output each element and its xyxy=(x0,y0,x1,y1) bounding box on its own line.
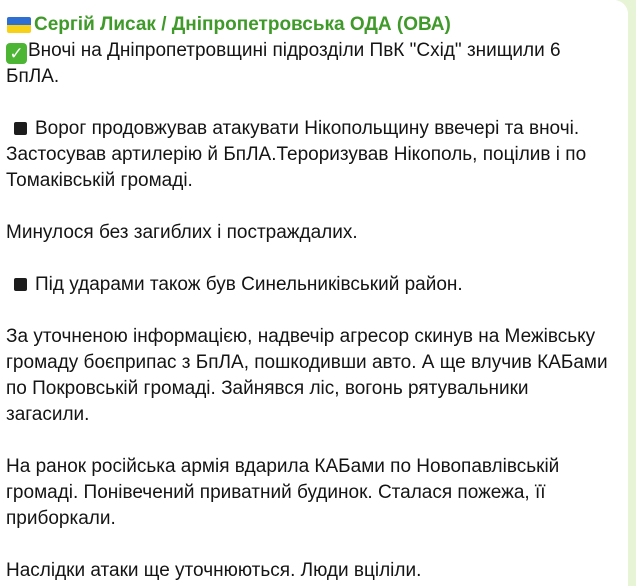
message-paragraph-2 xyxy=(6,116,612,194)
paragraph-4-text: Під ударами також був Синельниківський район. xyxy=(35,274,463,295)
message-paragraph-7 xyxy=(6,558,612,584)
paragraph-6-text: На ранок російська армія вдарила КАБами по Новопавлівській громаді. Понівечений приватний будинок. Сталася пожежа, її приборкали. xyxy=(6,456,560,529)
paragraph-2-text: Ворог продовжував атакувати Нікопольщину ввечері та вночі. Застосував артилерію й БпЛА.Тероризував Нікополь, поцілив і по Томаківській громаді. xyxy=(6,118,587,191)
message-paragraph-5 xyxy=(6,324,612,428)
message-paragraph-1 xyxy=(6,38,612,90)
paragraph-1-text: Вночі на Дніпропетровщині підрозділи ПвК "Схід" знищили 6 БпЛА. xyxy=(6,40,561,87)
message-paragraph-6 xyxy=(6,454,612,532)
black-small-square-icon xyxy=(14,122,27,135)
message-paragraph-3 xyxy=(6,220,612,246)
message-sender[interactable] xyxy=(6,12,612,38)
paragraph-5-text: За уточненою інформацією, надвечір агресор скинув на Межівську громаду боєприпас з БпЛА, пошкодивши авто. А ще влучив КАБами по Покровській громаді. Зайнявся ліс, вогонь рятувальники загасили. xyxy=(6,326,608,425)
check-mark-button-icon: ✓ xyxy=(6,43,27,64)
paragraph-7-text: Наслідки атаки ще уточнюються. Люди вціліли. xyxy=(6,560,422,581)
sender-name[interactable]: Сергій Лисак / Дніпропетровська ОДА (ОВА) xyxy=(34,14,451,35)
ukraine-flag-icon xyxy=(7,17,31,33)
message-paragraph-4 xyxy=(6,272,612,298)
black-small-square-icon xyxy=(14,278,27,291)
paragraph-3-text: Минулося без загиблих і постраждалих. xyxy=(6,222,358,243)
